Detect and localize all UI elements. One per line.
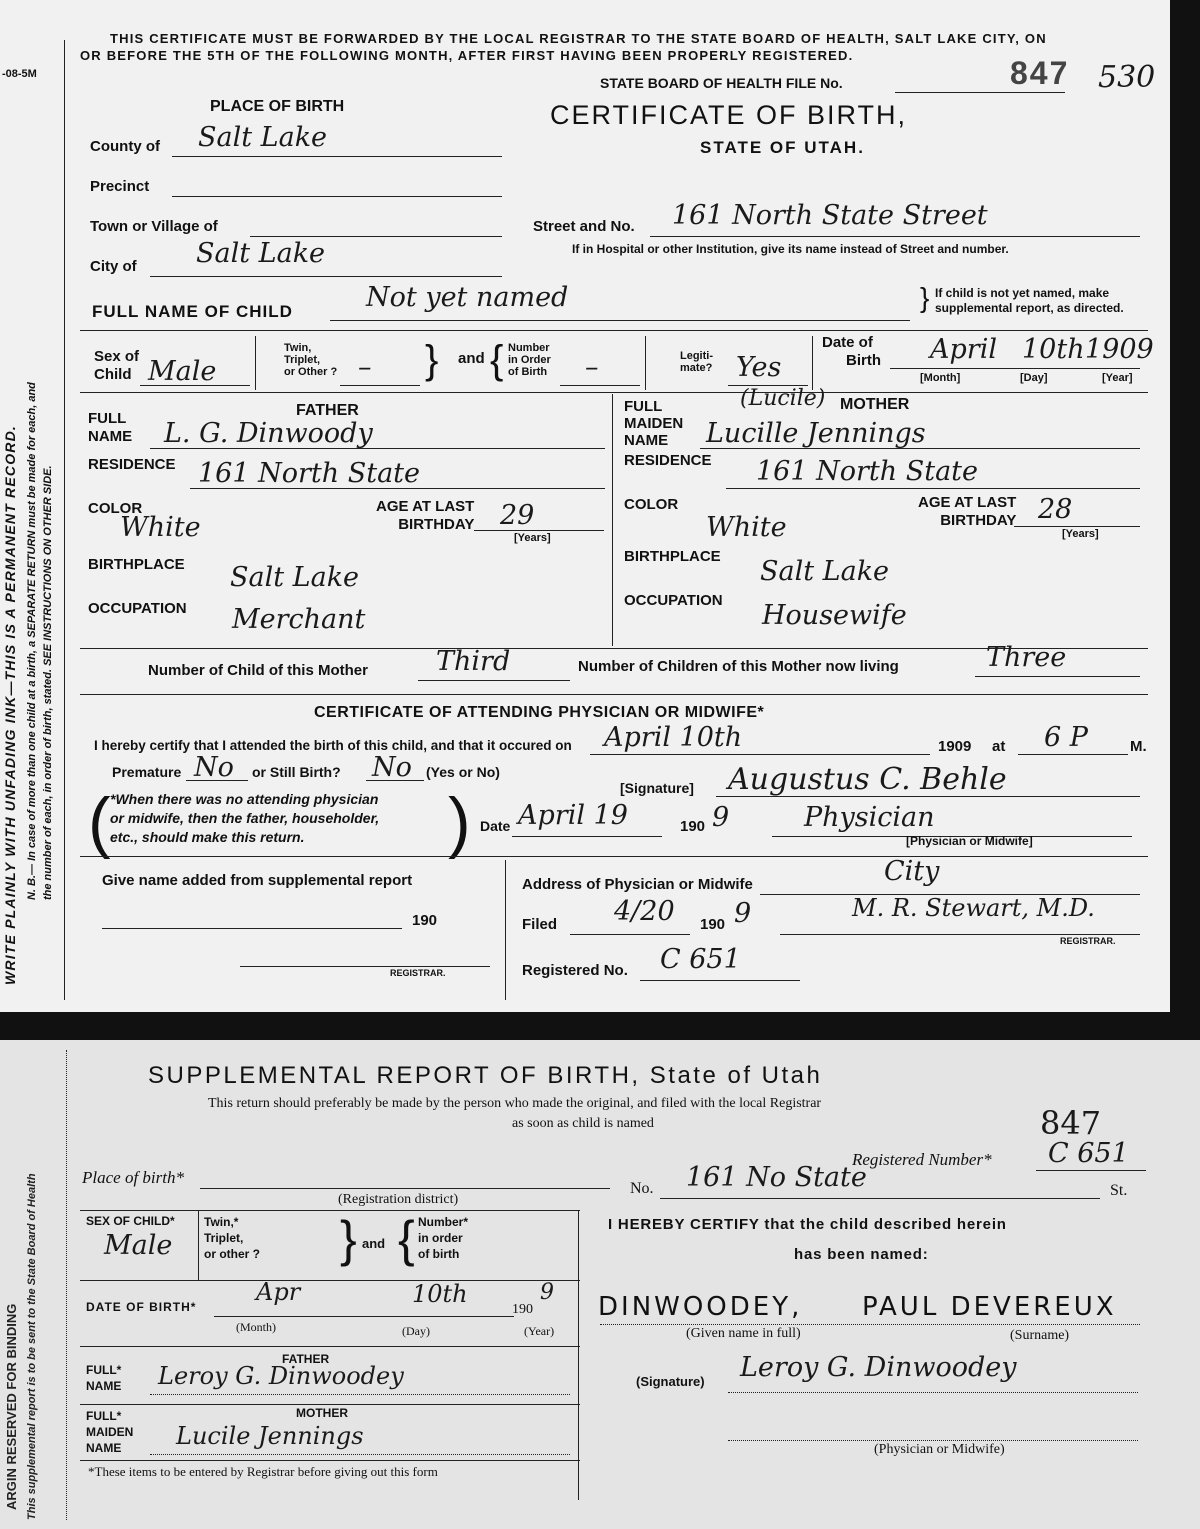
brace: { — [490, 338, 504, 382]
filed-year: 9 — [734, 898, 752, 929]
supp-twin-label — [204, 1214, 260, 1262]
file-no-label: STATE BOARD OF HEALTH FILE No. — [600, 75, 843, 91]
child-name-line — [330, 320, 910, 321]
supp-registered-line — [1036, 1170, 1146, 1171]
registered-value: C 651 — [660, 944, 741, 975]
signature-label: [Signature] — [620, 780, 694, 796]
notice-line-2: OR BEFORE THE 5TH OF THE FOLLOWING MONTH, AFTER FIRST HAVING BEEN PROPERLY REGISTERED. — [80, 48, 854, 63]
supp-table-rule-2 — [80, 1346, 580, 1347]
father-age-label — [376, 498, 474, 534]
father-name-word: NAME — [88, 428, 133, 445]
occurred-date: April 10th — [604, 722, 743, 753]
supp-table-bottom — [80, 1460, 580, 1461]
town-line — [250, 236, 502, 237]
supp-dob-day: 10th — [412, 1280, 468, 1308]
supp-order-label-1: Number* — [418, 1215, 469, 1229]
supp-mother-full: FULL* — [86, 1409, 122, 1423]
children-bottom-rule — [80, 694, 1148, 695]
city-line — [150, 276, 502, 277]
and-label: and — [458, 350, 485, 367]
physician-signature: Augustus C. Behle — [728, 762, 1007, 797]
date-line — [512, 836, 662, 837]
dob-label-2: Birth — [846, 352, 881, 369]
child-number-value: Third — [436, 646, 511, 677]
legit-label-1: Legiti- — [680, 350, 713, 362]
side-note-2: the number of each, in order of birth, stated. SEE INSTRUCTIONS ON OTHER SIDE. — [42, 465, 54, 900]
sex-label-2: Child — [94, 366, 132, 383]
supp-st-label: St. — [1110, 1182, 1128, 1199]
supp-surname-caption: (Surname) — [1010, 1328, 1070, 1343]
supp-role-caption: (Physician or Midwife) — [874, 1442, 1005, 1457]
supp-mother-line — [150, 1454, 570, 1455]
occurred-year: 1909 — [938, 738, 972, 755]
row-bottom-rule — [80, 392, 1148, 393]
physician-note — [110, 790, 379, 847]
yes-no-hint: (Yes or No) — [426, 764, 500, 780]
supp-year: 190 — [412, 912, 438, 929]
twin-label — [284, 342, 337, 378]
form-code: -08-5M — [2, 68, 37, 80]
order-line — [560, 385, 640, 386]
city-label: City of — [90, 258, 137, 275]
father-age-label-2: BIRTHDAY — [398, 516, 475, 533]
supp-mother-heading: MOTHER — [296, 1406, 348, 1420]
twin-value: – — [358, 352, 372, 383]
father-birthplace-value: Salt Lake — [230, 562, 360, 593]
mother-residence-line — [726, 488, 1140, 489]
supp-role-line — [728, 1440, 1138, 1441]
row-top-rule — [80, 330, 1148, 331]
notice-line-1: THIS CERTIFICATE MUST BE FORWARDED BY THE LOCAL REGISTRAR TO THE STATE BOARD OF HEALTH, SALT LAKE CITY, ON — [110, 31, 1047, 46]
supp-side-text-1: ARGIN RESERVED FOR BINDING — [4, 1303, 19, 1510]
mother-age-value: 28 — [1038, 494, 1073, 525]
father-birthplace-label: BIRTHPLACE — [88, 556, 185, 573]
dob-month-caption: [Month] — [920, 372, 961, 384]
hospital-note: If in Hospital or other Institution, give its name instead of Street and number. — [572, 242, 1009, 256]
supp-place-line — [200, 1188, 610, 1189]
supp-divider — [198, 1210, 199, 1280]
supp-order-label — [418, 1214, 468, 1262]
filed-year-prefix: 190 — [700, 916, 726, 933]
mother-years-caption: [Years] — [1062, 528, 1099, 540]
place-of-birth-heading: PLACE OF BIRTH — [210, 98, 345, 115]
supp-twin-label-3: or other ? — [204, 1247, 260, 1261]
twin-label-2: Triplet, — [284, 354, 321, 366]
supp-signature: Leroy G. Dinwoodey — [740, 1352, 1017, 1383]
dob-year: 1909 — [1085, 334, 1154, 365]
order-label — [508, 342, 551, 378]
father-heading: FATHER — [296, 402, 359, 419]
side-instruction-bold: WRITE PLAINLY WITH UNFADING INK—THIS IS A PERMANENT RECORD. — [2, 424, 18, 985]
supp-name-line — [102, 928, 402, 929]
supp-twin-label-2: Triplet, — [204, 1231, 244, 1245]
supp-certify-1: I HEREBY CERTIFY that the child described herein — [608, 1216, 1007, 1233]
child-name-value: Not yet named — [366, 282, 569, 313]
mother-name-word: NAME — [624, 432, 669, 449]
dob-year-caption: [Year] — [1102, 372, 1133, 384]
registrar-signature: M. R. Stewart, M.D. — [852, 894, 1095, 922]
father-occupation-label: OCCUPATION — [88, 600, 187, 617]
sex-label-1: Sex of — [94, 348, 140, 365]
side-note-1: N. B.— In case of more than one child at a birth, a SEPARATE RETURN must be made for each, and — [26, 382, 38, 900]
supp-dob-month: Apr — [256, 1278, 301, 1306]
supp-title: SUPPLEMENTAL REPORT OF BIRTH, State of Utah — [148, 1062, 823, 1089]
dob-line — [890, 368, 1140, 369]
registered-label: Registered No. — [522, 962, 628, 979]
still-birth-value: No — [372, 752, 412, 783]
certificate-subtitle: STATE OF UTAH. — [700, 138, 865, 157]
supp-given-name: DINWOODEY, — [598, 1292, 803, 1322]
margin-rule — [64, 40, 65, 1000]
supp-mother-label — [86, 1408, 133, 1456]
supp-father-label — [86, 1362, 121, 1394]
supp-father-name: Leroy G. Dinwoodey — [158, 1362, 404, 1390]
county-value: Salt Lake — [198, 122, 328, 153]
father-full-label: FULL — [88, 410, 127, 427]
precinct-label: Precinct — [90, 178, 150, 195]
supp-order-label-2: in order — [418, 1231, 463, 1245]
mother-birthplace-value: Salt Lake — [760, 556, 890, 587]
supp-father-name-word: NAME — [86, 1379, 122, 1393]
mother-heading: MOTHER — [840, 396, 910, 413]
filed-label: Filed — [522, 916, 558, 933]
mother-birthplace-label: BIRTHPLACE — [624, 548, 721, 565]
role-caption: [Physician or Midwife] — [906, 834, 1033, 848]
street-line — [650, 236, 1140, 237]
supp-name-label: Give name added from supplemental report — [102, 872, 413, 889]
physician-note-1: *When there was no attending physician — [110, 791, 379, 807]
mother-age-label — [918, 494, 1016, 530]
brace: ( — [88, 784, 111, 860]
brace: { — [398, 1211, 415, 1267]
father-residence-value: 161 North State — [198, 458, 420, 489]
town-label: Town or Village of — [90, 218, 218, 235]
supp-signature-line — [728, 1392, 1138, 1393]
divider-1 — [255, 336, 256, 390]
parents-divider — [612, 394, 613, 646]
certificate-title: CERTIFICATE OF BIRTH, — [550, 100, 908, 130]
supp-table-right — [578, 1210, 579, 1500]
county-line — [172, 156, 502, 157]
father-residence-label: RESIDENCE — [88, 456, 176, 473]
supp-and-label: and — [362, 1236, 386, 1251]
supp-month-caption: (Month) — [236, 1320, 276, 1334]
supp-day-caption: (Day) — [402, 1324, 430, 1338]
father-age-line — [474, 530, 604, 531]
supp-footnote: *These items to be entered by Registrar before giving out this form — [88, 1464, 438, 1479]
supplemental-report — [0, 1040, 1200, 1529]
supp-sub-2: as soon as child is named — [512, 1116, 654, 1131]
children-living-label: Number of Children of this Mother now living — [578, 658, 899, 675]
supp-margin-rule — [66, 1050, 67, 1520]
divider-2 — [645, 336, 646, 390]
supp-sex-label: SEX OF CHILD* — [86, 1214, 175, 1228]
still-birth-label: or Still Birth? — [252, 764, 341, 780]
father-color-label: COLOR — [88, 500, 143, 517]
supp-order-label-3: of birth — [418, 1247, 460, 1261]
dob-label-1: Date of — [822, 334, 873, 351]
supp-sub-1: This return should preferably be made by the person who made the original, and filed with the local Registrar — [208, 1096, 822, 1111]
premature-value: No — [194, 752, 234, 783]
street-value: 161 North State Street — [672, 200, 988, 231]
supp-mother-name: Lucile Jennings — [176, 1422, 364, 1450]
order-label-2: in Order — [508, 354, 551, 366]
supp-mother-name-word: NAME — [86, 1441, 122, 1455]
supp-father-heading: FATHER — [282, 1352, 330, 1366]
mother-name-insert: (Lucile) — [740, 386, 826, 411]
time-value: 6 P — [1044, 722, 1088, 753]
supp-year-caption: (Year) — [524, 1324, 555, 1338]
mother-occupation-value: Housewife — [762, 600, 907, 631]
child-number-label: Number of Child of this Mother — [148, 662, 368, 679]
not-named-note — [935, 286, 1124, 316]
physician-bottom-rule — [80, 856, 1148, 857]
premature-label: Premature — [112, 764, 182, 780]
address-value: City — [884, 856, 940, 887]
supp-father-full: FULL* — [86, 1363, 122, 1377]
mother-age-label-1: AGE AT LAST — [918, 494, 1017, 511]
registrar-line — [780, 934, 1140, 935]
date-year-prefix: 190 — [680, 818, 706, 835]
supp-sex-value: Male — [104, 1230, 173, 1261]
role-hand: Physician — [804, 802, 935, 833]
twin-label-1: Twin, — [284, 342, 312, 354]
mother-color-label: COLOR — [624, 496, 679, 513]
dob-day-caption: [Day] — [1020, 372, 1048, 384]
father-age-label-1: AGE AT LAST — [376, 498, 475, 515]
legit-label-2: mate? — [680, 362, 713, 374]
precinct-line — [172, 196, 502, 197]
supp-place-caption: (Registration district) — [338, 1192, 459, 1207]
file-no-printed: 847 — [1010, 55, 1070, 91]
physician-heading: CERTIFICATE OF ATTENDING PHYSICIAN OR MIDWIFE* — [314, 704, 765, 721]
supp-place-label: Place of birth* — [82, 1168, 184, 1187]
mother-full-label: FULL — [624, 398, 663, 415]
supp-registrar-line — [240, 966, 490, 967]
supp-dob-line — [214, 1316, 514, 1317]
father-color-value: White — [120, 512, 201, 543]
supp-side-text-2: This supplemental report is to be sent to the State Board of Health — [26, 1173, 38, 1520]
supp-no-label: No. — [630, 1180, 654, 1197]
brace: } — [425, 338, 439, 382]
supp-registered-value: C 651 — [1048, 1138, 1129, 1169]
supp-registrar-caption: REGISTRAR. — [390, 968, 446, 978]
city-value: Salt Lake — [196, 238, 326, 269]
father-years-caption: [Years] — [514, 532, 551, 544]
mother-residence-label: RESIDENCE — [624, 452, 712, 469]
mother-name-label — [624, 398, 683, 449]
order-label-3: of Birth — [508, 366, 548, 378]
supp-father-line — [150, 1394, 570, 1395]
supp-dob-year: 9 — [540, 1280, 554, 1305]
mother-residence-value: 161 North State — [756, 456, 978, 487]
legit-value: Yes — [736, 352, 782, 383]
supp-twin-label-1: Twin,* — [204, 1215, 239, 1229]
mother-name-value: Lucille Jennings — [706, 418, 926, 449]
twin-label-3: or Other ? — [284, 366, 338, 378]
address-label: Address of Physician or Midwife — [522, 876, 753, 893]
mother-color-value: White — [706, 512, 787, 543]
filed-line — [570, 934, 690, 935]
file-no-handwritten: 530 — [1098, 60, 1156, 95]
supp-table-rule-1 — [80, 1280, 580, 1281]
legit-label — [680, 350, 713, 374]
filed-value: 4/20 — [614, 896, 675, 927]
not-named-note-1: If child is not yet named, make — [935, 286, 1110, 300]
children-living-line — [975, 676, 1140, 677]
twin-line — [340, 385, 420, 386]
supp-surname: PAUL DEVEREUX — [862, 1292, 1117, 1322]
supp-registered-label: Registered Number* — [852, 1150, 992, 1169]
physician-note-2: or midwife, then the father, householder, — [110, 810, 380, 826]
divider-3 — [812, 336, 813, 390]
date-year-hand: 9 — [712, 802, 730, 833]
sex-label — [94, 348, 139, 384]
registrar-caption: REGISTRAR. — [1060, 936, 1116, 946]
mother-occupation-label: OCCUPATION — [624, 592, 723, 609]
supp-signature-label: (Signature) — [636, 1374, 705, 1389]
lower-divider — [505, 860, 506, 1000]
at-label: at — [992, 738, 1006, 755]
order-label-1: Number — [508, 342, 550, 354]
father-occupation-value: Merchant — [232, 604, 366, 635]
supp-year-prefix: 190 — [512, 1302, 533, 1317]
physician-certify-text: I hereby certify that I attended the birth of this child, and that it occured on — [94, 738, 572, 753]
brace: ) — [448, 784, 471, 860]
registered-line — [640, 980, 800, 981]
supp-street-value: 161 No State — [686, 1162, 867, 1193]
supp-name-line — [600, 1324, 1140, 1325]
brace: } — [920, 282, 930, 313]
supp-table-top — [80, 1210, 580, 1211]
brace: } — [340, 1211, 357, 1267]
street-label: Street and No. — [533, 218, 635, 235]
supp-mother-maiden: MAIDEN — [86, 1425, 134, 1439]
m-label: M. — [1130, 738, 1147, 755]
father-name-value: L. G. Dinwoody — [164, 418, 373, 449]
not-named-note-2: supplemental report, as directed. — [935, 301, 1124, 315]
dob-day: 10th — [1022, 334, 1085, 365]
mother-maiden-label: MAIDEN — [624, 415, 684, 432]
father-age-value: 29 — [500, 500, 535, 531]
dob-month: April — [930, 334, 997, 365]
county-label: County of — [90, 138, 160, 155]
supp-given-caption: (Given name in full) — [686, 1326, 801, 1341]
father-name-label — [88, 410, 132, 446]
supp-certify-2: has been named: — [794, 1246, 929, 1263]
supp-street-line — [660, 1198, 1100, 1199]
supp-dob-label: DATE OF BIRTH* — [86, 1300, 197, 1314]
order-value: – — [585, 352, 599, 383]
dob-label — [822, 334, 881, 370]
supp-table-rule-3 — [80, 1404, 580, 1405]
physician-note-3: etc., should make this return. — [110, 829, 305, 845]
date-label: Date — [480, 818, 511, 834]
sex-value: Male — [148, 356, 217, 387]
time-line — [1018, 754, 1128, 755]
occurred-line — [590, 754, 930, 755]
mother-age-label-2: BIRTHDAY — [940, 512, 1017, 529]
child-name-label: FULL NAME OF CHILD — [92, 302, 293, 321]
file-no-line — [895, 92, 1065, 93]
mother-age-line — [1014, 526, 1140, 527]
children-living-value: Three — [986, 642, 1067, 673]
date-hand: April 19 — [518, 800, 628, 831]
supp-file-no: 847 — [1040, 1104, 1102, 1142]
child-number-line — [418, 680, 570, 681]
